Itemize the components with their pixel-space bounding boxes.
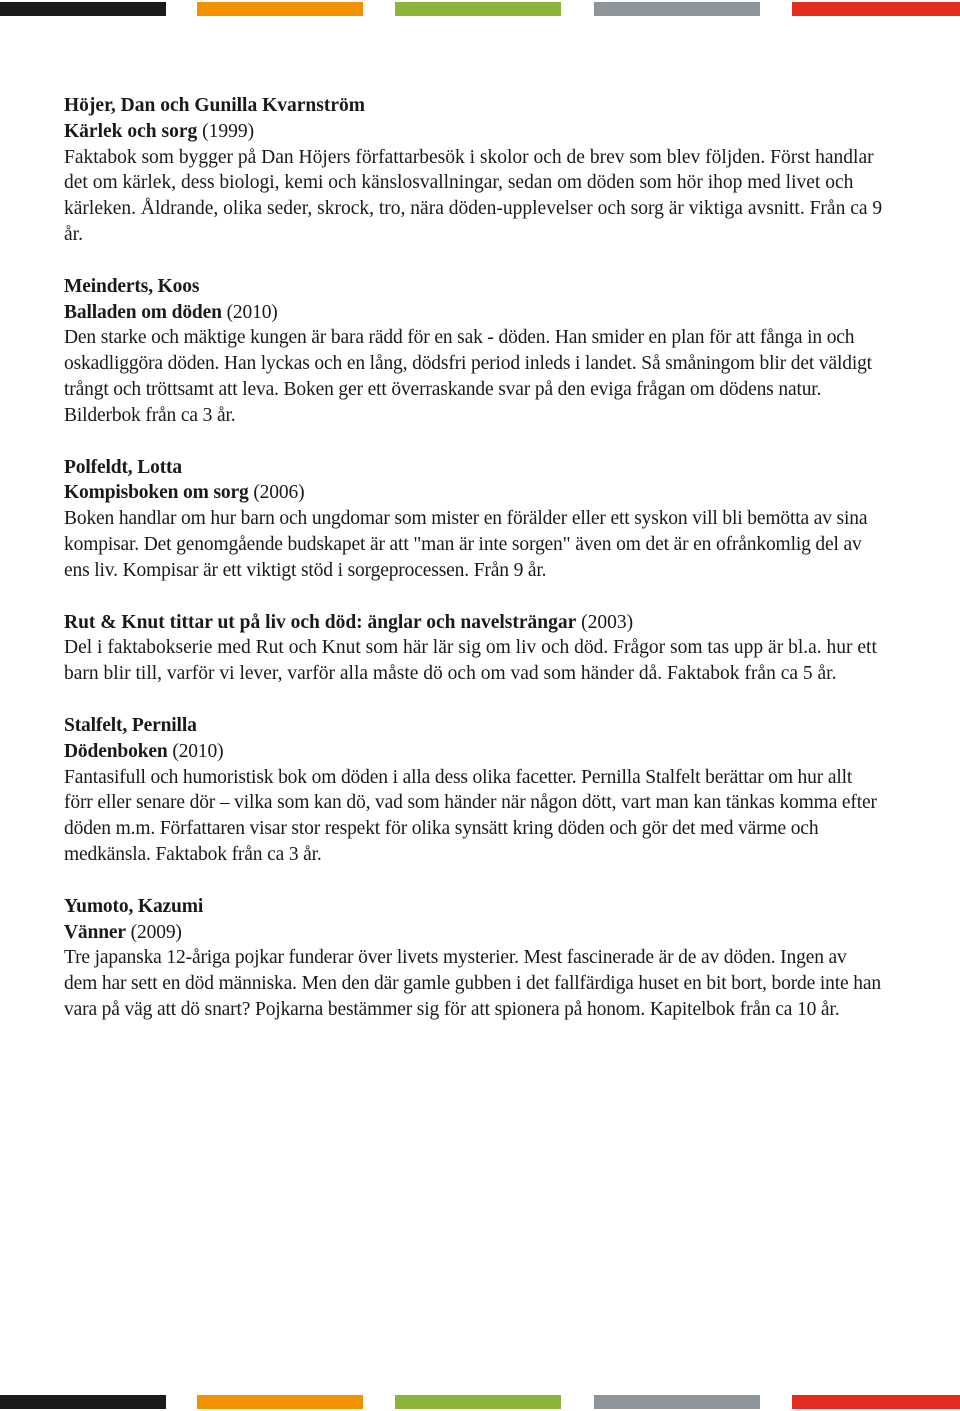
book-description: Tre japanska 12-åriga pojkar funderar över livets mysterier. Mest fascinerade är de av döden. Ingen av dem har sett en död människa. Men den där gamle gubben i det fallfärdiga huset en bit bort, borde inte han vara på väg att dö snart? Pojkarna bestämmer sig för att spionera på honom. Kapitelbok från ca 10 år. [64, 947, 881, 1020]
book-title-line [64, 610, 884, 636]
book-year: (1999) [202, 120, 255, 142]
book-year: (2006) [253, 482, 305, 504]
book-title-line [64, 480, 884, 506]
book-description: Del i faktabokserie med Rut och Knut som här lär sig om liv och död. Frågor som tas upp är bl.a. hur ett barn blir till, varför vi lever, varför alla måste dö och om vad som händer då. Faktabok från ca 5 år. [64, 637, 877, 685]
book-year: (2010) [172, 740, 224, 762]
book-title: Dödenboken [64, 740, 168, 762]
color-bar-green [395, 1395, 561, 1409]
book-description: Fantasifull och humoristisk bok om döden i alla dess olika facetter. Pernilla Stalfelt berättar om hur allt förr eller senare dör – vilka som kan dö, vad som händer när någon dött, vart man kan tänkas komma efter döden m.m. Författaren visar stor respekt för olika synsätt kring döden och gör det med värme och medkänsla. Faktabok från ca 3 år. [64, 766, 877, 865]
color-bar-red [792, 1395, 960, 1409]
book-description: Den starke och mäktige kungen är bara rädd för en sak - döden. Han smider en plan för att fånga in och oskadliggöra döden. Han lyckas och en lång, dödsfri period inleds i landet. Så småningom blir det väldigt trångt och tröttsamt att leva. Boken ger ett överraskande svar på den eviga frågan om dödens natur. Bilderbok från ca 3 år. [64, 327, 872, 426]
color-bar-orange [197, 1395, 363, 1409]
color-bar-orange [197, 2, 363, 16]
book-entry [64, 713, 884, 868]
book-title: Vänner [64, 921, 126, 943]
book-title: Kärlek och sorg [64, 120, 198, 142]
book-author: Polfeldt, Lotta [64, 456, 182, 478]
book-title: Rut & Knut tittar ut på liv och död: änglar och navelsträngar [64, 611, 577, 633]
book-author: Meinderts, Koos [64, 275, 200, 297]
book-title-line [64, 119, 884, 145]
top-color-bars [0, 2, 960, 16]
book-title-line [64, 739, 884, 765]
color-bar-red [792, 2, 960, 16]
book-author: Höjer, Dan och Gunilla Kvarnström [64, 95, 365, 116]
book-author: Stalfelt, Pernilla [64, 714, 197, 736]
color-bar-black [0, 1395, 166, 1409]
book-title: Balladen om döden [64, 301, 222, 323]
color-bar-black [0, 2, 166, 16]
book-description: Faktabok som bygger på Dan Höjers författarbesök i skolor och de brev som blev följden. Först handlar det om kärlek, dess biologi, kemi och känslosvallningar, sedan om döden som hör ihop med livet och kärleken. Åldrande, olika seder, skrock, tro, nära döden-upplevelser och sorg är viktiga avsnitt. Från ca 9 år. [64, 146, 883, 245]
book-year: (2010) [226, 301, 278, 323]
book-author: Yumoto, Kazumi [64, 895, 204, 917]
book-entry [64, 93, 884, 248]
book-year: (2003) [581, 611, 634, 633]
book-entry [64, 274, 884, 429]
book-list [64, 93, 884, 1049]
book-entry [64, 610, 884, 687]
book-description: Boken handlar om hur barn och ungdomar som mister en förälder eller ett syskon vill bli bemötta av sina kompisar. Det genomgående budskapet är att "man är inte sorgen" även om det är en ofrånkomlig del av ens liv. Kompisar är ett viktigt stöd i sorgeprocessen. Från 9 år. [64, 508, 868, 581]
color-bar-green [395, 2, 561, 16]
book-entry [64, 455, 884, 584]
book-year: (2009) [130, 921, 182, 943]
color-bar-gray [594, 1395, 760, 1409]
color-bar-gray [594, 2, 760, 16]
book-title-line [64, 920, 884, 946]
book-title-line [64, 300, 884, 326]
bottom-color-bars [0, 1395, 960, 1409]
book-entry [64, 894, 884, 1023]
book-title: Kompisboken om sorg [64, 482, 249, 504]
